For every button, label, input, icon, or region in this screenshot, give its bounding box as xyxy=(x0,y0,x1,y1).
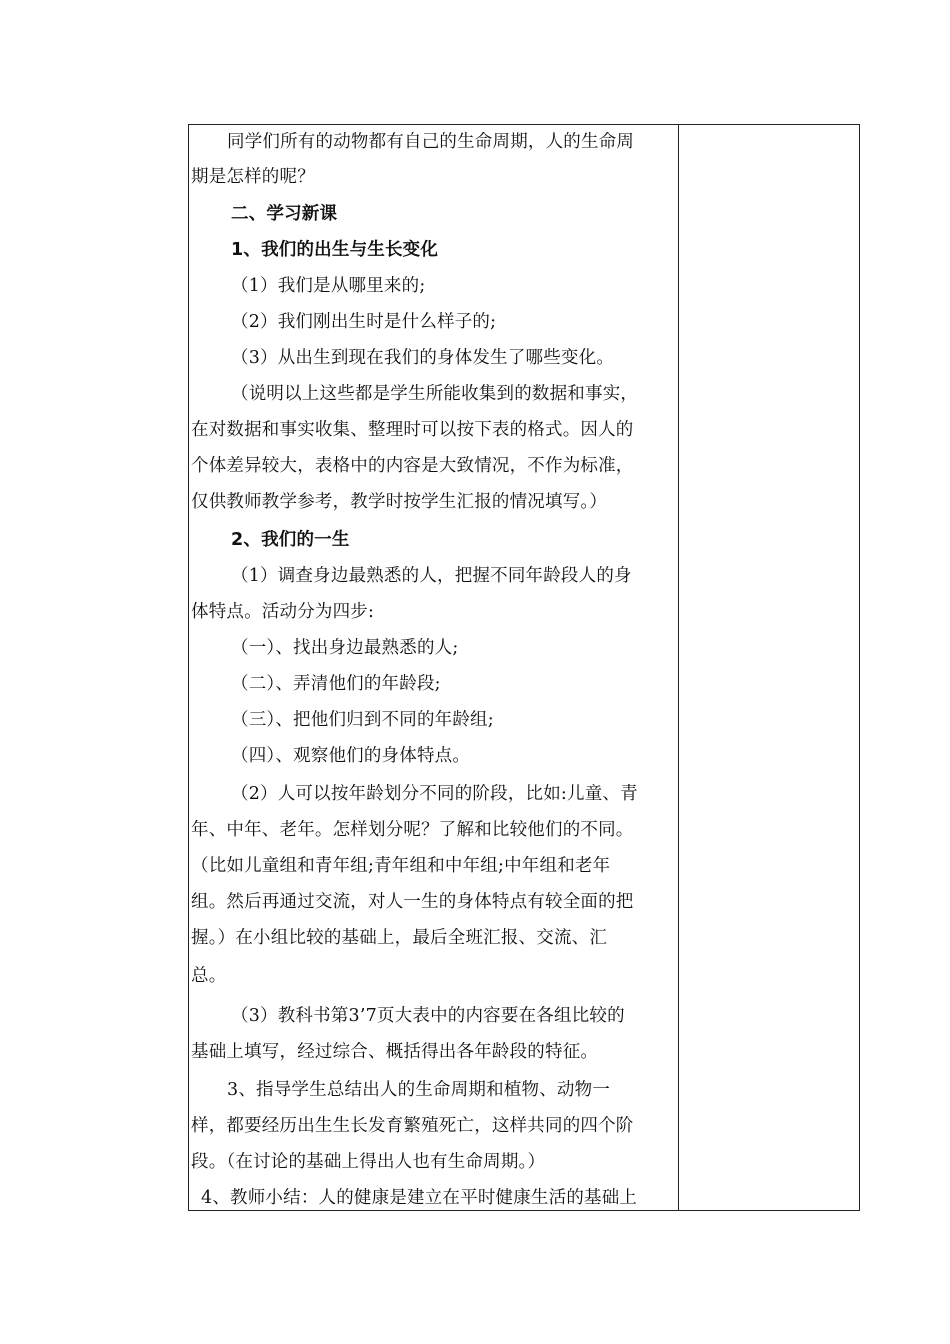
text-line: （2）人可以按年龄划分不同的阶段，比如:儿童、青 xyxy=(231,784,638,804)
text-line: 4、教师小结：人的健康是建立在平时健康生活的基础上 xyxy=(201,1188,638,1208)
text-line: 仅供教师教学参考，教学时按学生汇报的情况填写。） xyxy=(191,492,608,512)
text-line: 3、指导学生总结出人的生命周期和植物、动物一 xyxy=(227,1080,611,1100)
text-line: 个体差异较大，表格中的内容是大致情况，不作为标准， xyxy=(191,456,634,476)
text-line: 在对数据和事实收集、整理时可以按下表的格式。因人的 xyxy=(191,420,634,440)
text-line: 体特点。活动分为四步: xyxy=(191,602,375,622)
text-line: 组。然后再通过交流，对人一生的身体特点有较全面的把 xyxy=(191,892,634,912)
text-line: （2）我们刚出生时是什么样子的; xyxy=(231,312,497,332)
text-line: （四）、观察他们的身体特点。 xyxy=(231,746,471,766)
text-line: （二）、弄清他们的年龄段; xyxy=(231,674,441,694)
text-line: 年、中年、老年。怎样划分呢？了解和比较他们的不同。 xyxy=(191,820,634,840)
text-line: （1）调查身边最熟悉的人，把握不同年龄段人的身 xyxy=(231,566,632,586)
column-divider xyxy=(678,125,679,1210)
text-line: （三）、把他们归到不同的年龄组; xyxy=(231,710,494,730)
text-line: （3）教科书第3’7页大表中的内容要在各组比较的 xyxy=(231,1006,625,1026)
text-line: （3）从出生到现在我们的身体发生了哪些变化。 xyxy=(231,348,615,368)
text-line: （说明以上这些都是学生所能收集到的数据和事实， xyxy=(231,384,639,404)
section-heading: 1、我们的出生与生长变化 xyxy=(231,240,439,260)
notes-cell xyxy=(680,125,859,1210)
text-line: 同学们所有的动物都有自己的生命周期，人的生命周 xyxy=(227,132,635,152)
text-line: 样，都要经历出生生长发育繁殖死亡，这样共同的四个阶 xyxy=(191,1116,634,1136)
lesson-table xyxy=(188,124,860,1211)
text-line: 握。）在小组比较的基础上，最后全班汇报、交流、汇 xyxy=(191,928,608,948)
section-heading: 2、我们的一生 xyxy=(231,530,350,550)
text-line: 总。 xyxy=(191,966,227,986)
text-line: （一）、找出身边最熟悉的人; xyxy=(231,638,459,658)
text-line: 基础上填写，经过综合、概括得出各年龄段的特征。 xyxy=(191,1042,599,1062)
text-line: 段。（在讨论的基础上得出人也有生命周期。） xyxy=(191,1152,546,1172)
text-line: （1）我们是从哪里来的; xyxy=(231,276,426,296)
text-line: 期是怎样的呢？ xyxy=(191,167,315,187)
text-line: （比如儿童组和青年组;青年组和中年组;中年组和老年 xyxy=(191,856,611,876)
section-heading: 二、学习新课 xyxy=(231,204,338,224)
